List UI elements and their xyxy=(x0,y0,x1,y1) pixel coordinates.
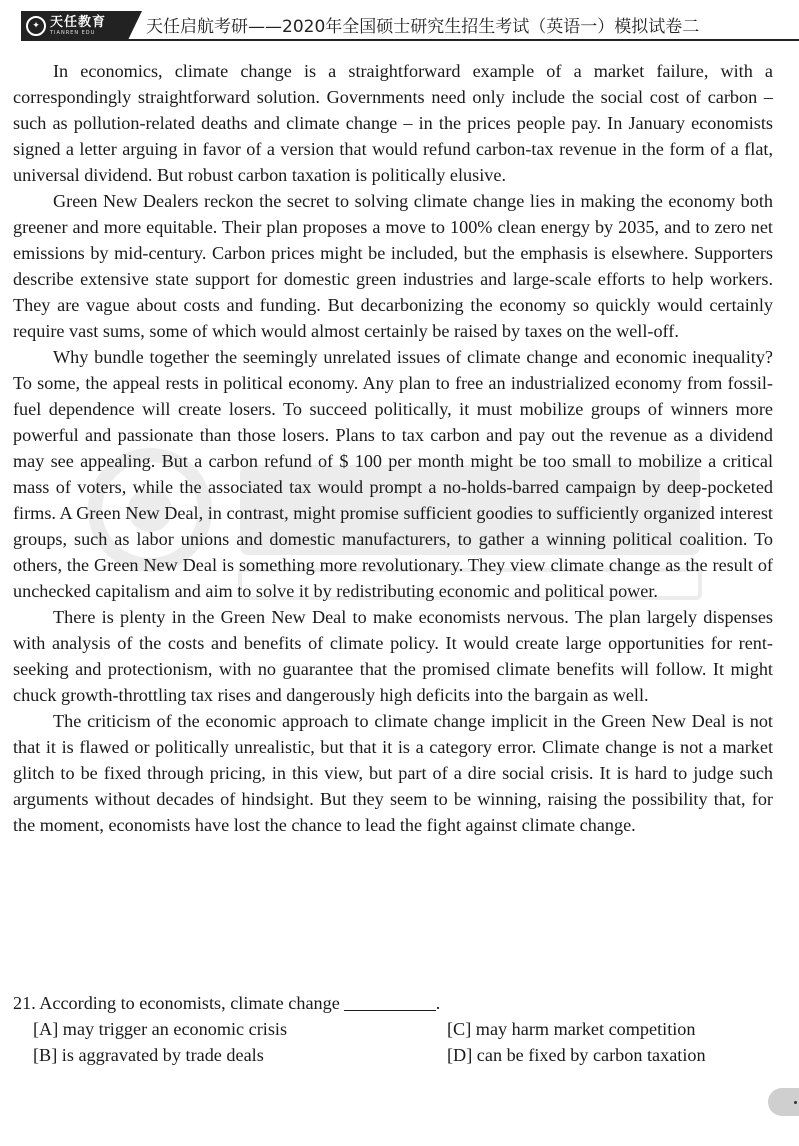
question-stem xyxy=(13,990,773,1016)
page-marker xyxy=(794,1101,797,1104)
question-end: . xyxy=(435,993,441,1013)
logo-name: 天任教育 xyxy=(50,14,107,30)
question-text: 21. According to economists, climate change xyxy=(13,993,340,1013)
answer-blank xyxy=(344,992,436,1011)
emblem-icon: ✦ xyxy=(26,16,46,36)
option-a: [A] may trigger an economic crisis xyxy=(33,1019,288,1039)
paragraph-5: The criticism of the economic approach to climate change implicit in the Green New Deal is not that it is flawed or politically unrealistic, but that it is a category error. Climate change is not a market glitch to be fixed through pricing, in this view, but part of a dire social crisis. It is hard to judge such arguments without decades of hindsight. But they seem to be winning, raising the possibility that, for the moment, economists have lost the chance to lead the fight against climate change. xyxy=(13,711,773,835)
reading-passage xyxy=(13,58,773,838)
header-divider xyxy=(21,39,799,41)
paragraph-2: Green New Dealers reckon the secret to solving climate change lies in making the economy both greener and more equitable. Their plan proposes a move to 100% clean energy by 2035, and to zero net emissions by mid-century. Carbon prices might be included, but the emphasis is elsewhere. Supporters describe extensive state support for domestic green industries and large-scale efforts to help workers. They are vague about costs and funding. But decarbonizing the economy so quickly would certainly require vast sums, some of which would almost certainly be raised by taxes on the well-off. xyxy=(13,191,773,341)
exam-title: 天任启航考研——2020年全国硕士研究生招生考试（英语一）模拟试卷二 xyxy=(146,17,700,37)
answer-options xyxy=(13,1016,773,1068)
tianren-logo xyxy=(21,11,128,40)
page-header xyxy=(0,0,799,40)
paragraph-1: In economics, climate change is a straightforward example of a market failure, with a correspondingly straightforward solution. Governments need only include the social cost of carbon – such as pollution-related deaths and climate change – in the prices people pay. In January economists signed a letter arguing in favor of a version that would refund carbon-tax revenue in the form of a flat, universal dividend. But robust carbon taxation is politically elusive. xyxy=(13,61,773,185)
paragraph-3: Why bundle together the seemingly unrelated issues of climate change and economic inequality? To some, the appeal rests in political economy. Any plan to free an industrialized economy from fossil-fuel dependence will create losers. To succeed politically, it must mobilize groups of winners more powerful and passionate than those losers. Plans to tax carbon and pay out the revenue as a dividend may see appealing. But a carbon refund of $ 100 per month might be too small to mobilize a critical mass of voters, while the associated tax would prompt a no-holds-barred campaign by deep-pocketed firms. A Green New Deal, in contrast, might promise sufficient goodies to sufficiently organized interest groups, such as labor unions and domestic manufacturers, to gather a winning political coalition. To others, the Green New Deal is something more revolutionary. They view climate change as the result of unchecked capitalism and aim to solve it by redistributing economic and political power. xyxy=(13,347,773,601)
option-b: [B] is aggravated by trade deals xyxy=(33,1045,264,1065)
option-c: [C] may harm market competition xyxy=(447,1019,696,1039)
logo-subtitle: TIANREN EDU xyxy=(50,29,96,36)
option-d: [D] can be fixed by carbon taxation xyxy=(447,1045,706,1065)
logo-text xyxy=(50,16,106,36)
question-21 xyxy=(13,990,773,1068)
paragraph-4: There is plenty in the Green New Deal to make economists nervous. The plan largely dispenses with analysis of the costs and benefits of climate policy. It would create large opportunities for rent-seeking and protectionism, with no guarantee that the promised climate benefits will follow. It might chuck growth-throttling tax rises and dangerously high deficits into the bargain as well. xyxy=(13,607,773,705)
